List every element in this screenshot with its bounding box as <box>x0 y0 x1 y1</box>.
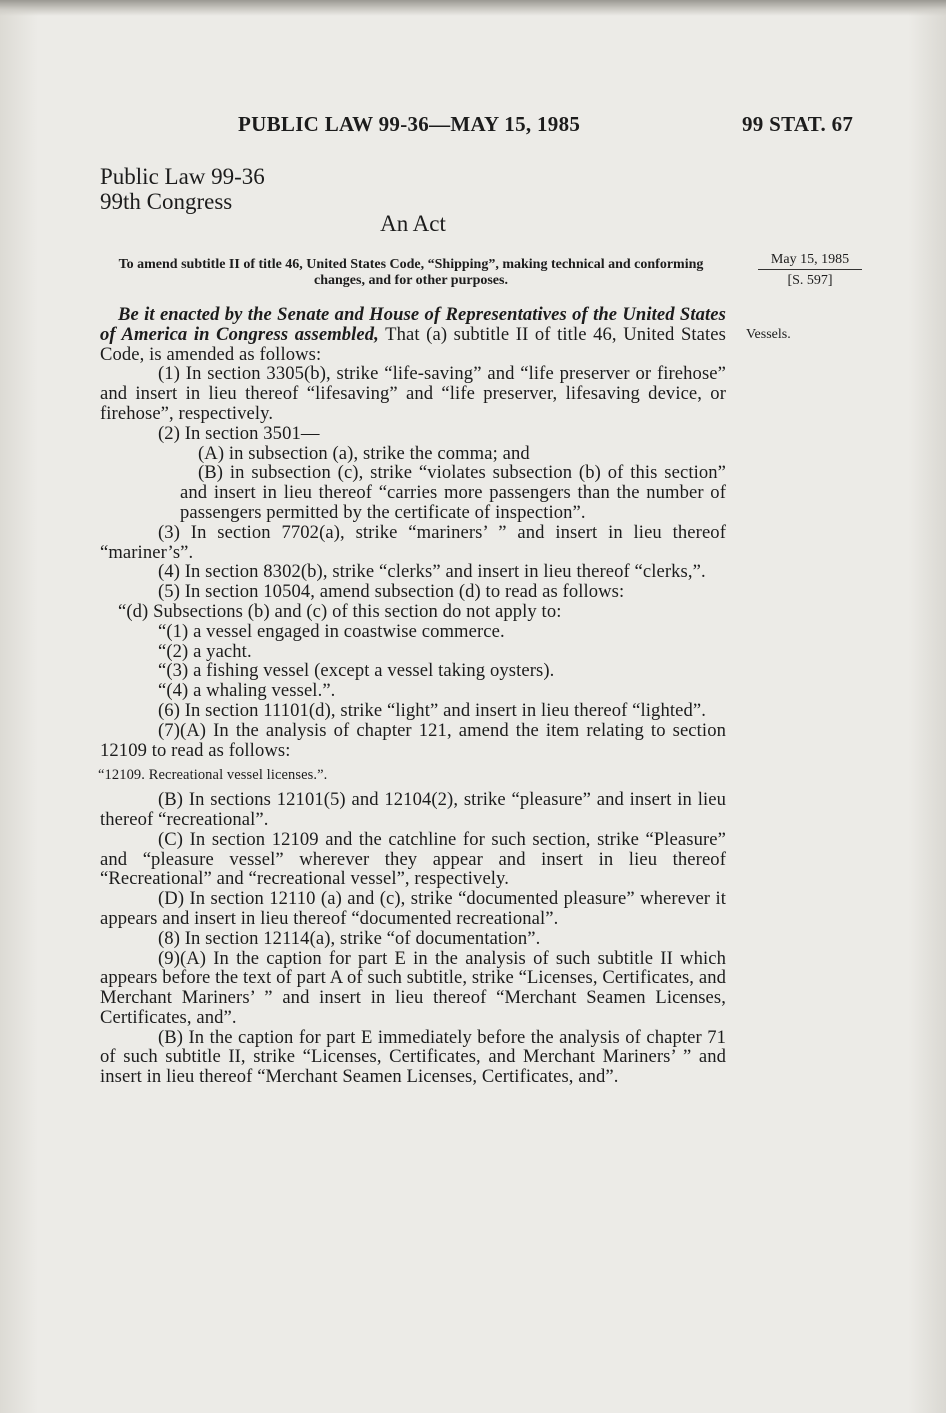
paragraph-2a: (A) in subsection (a), strike the comma; and <box>198 442 530 464</box>
paragraph-5d1: “(1) a vessel engaged in coastwise commerce. <box>158 620 505 642</box>
enactment-date: May 15, 1985 <box>758 252 862 270</box>
act-purpose: To amend subtitle II of title 46, United States Code, “Shipping”, making technical and conforming changes, and for other purposes. <box>118 257 704 288</box>
paragraph-5d: “(d) Subsections (b) and (c) of this section do not apply to: <box>118 600 562 622</box>
paragraph-5: (5) In section 10504, amend subsection (d) to read as follows: <box>158 581 625 603</box>
paragraph-2b: (B) in subsection (c), strike “violates subsection (b) of this section” and insert in lieu thereof “carries more passengers than the number of passengers permitted by the certificate of inspection”. <box>180 462 726 523</box>
side-note-vessels: Vessels. <box>746 327 791 342</box>
paragraph-8: (8) In section 12114(a), strike “of documentation”. <box>158 927 541 949</box>
act-body <box>100 305 726 1087</box>
top-edge-shadow <box>0 0 946 16</box>
paragraph-7d: (D) In section 12110 (a) and (c), strike “documented pleasure” wherever it appears and insert in lieu thereof “documented recreational”. <box>100 888 726 929</box>
paragraph-7a: (7)(A) In the analysis of chapter 121, amend the item relating to section 12109 to read as follows: <box>100 719 726 761</box>
stat-reference: 99 STAT. 67 <box>742 112 854 136</box>
congress-label: 99th Congress <box>100 189 233 214</box>
paragraph-2: (2) In section 3501— <box>158 422 320 444</box>
enacting-clause <box>100 305 726 364</box>
paragraph-7b: (B) In sections 12101(5) and 12104(2), strike “pleasure” and insert in lieu thereof “recreational”. <box>100 789 726 830</box>
paragraph-1: (1) In section 3305(b), strike “life-saving” and “life preserver or firehose” and insert in lieu thereof “lifesaving” and “life preserver, lifesaving device, or firehose”, respectively. <box>100 363 726 424</box>
side-note-date <box>758 252 862 289</box>
paragraph-9b: (B) In the caption for part E immediately before the analysis of chapter 71 of such subtitle II, strike “Licenses, Certificates, and Merchant Mariners’ ” and insert in lieu thereof “Merchant Seamen Licenses, Certificates, and”. <box>100 1026 726 1088</box>
paragraph-7c: (C) In section 12109 and the catchline for such section, strike “Pleasure” and “pleasure vessel” wherever they appear and insert in lieu thereof “Recreational” and “recreational vessel”, respectively. <box>100 828 726 890</box>
public-law-number: Public Law 99-36 <box>100 164 265 189</box>
paragraph-6: (6) In section 11101(d), strike “light” and insert in lieu thereof “lighted”. <box>158 699 706 721</box>
act-heading: An Act <box>380 211 446 236</box>
enacting-phrase: Be it enacted by the Senate and House of Representatives of the United States of America in Congress assembled, <box>100 304 726 345</box>
paragraph-4: (4) In section 8302(b), strike “clerks” and insert in lieu thereof “clerks,”. <box>158 561 706 583</box>
paragraph-5d2: “(2) a yacht. <box>158 640 252 662</box>
paragraph-7-item: “12109. Recreational vessel licenses.”. <box>98 767 328 784</box>
paragraph-9a: (9)(A) In the caption for part E in the analysis of such subtitle II which appears before the text of part A of such subtitle, strike “Licenses, Certificates, and Merchant Mariners’ ” and insert in lieu thereof “Merchant Seamen Licenses, Certificates, and”. <box>100 947 726 1028</box>
running-title: PUBLIC LAW 99-36—MAY 15, 1985 <box>238 112 581 136</box>
paragraph-5d4: “(4) a whaling vessel.”. <box>158 680 336 702</box>
paragraph-3: (3) In section 7702(a), strike “mariners’ ” and insert in lieu thereof “mariner’s”. <box>100 521 726 563</box>
bill-number: [S. 597] <box>787 273 833 288</box>
paragraph-5d3: “(3) a fishing vessel (except a vessel taking oysters). <box>158 660 555 682</box>
enacting-rest: That (a) subtitle II of title 46, United States Code, is amended as follows: <box>100 323 726 365</box>
running-head <box>0 112 946 138</box>
